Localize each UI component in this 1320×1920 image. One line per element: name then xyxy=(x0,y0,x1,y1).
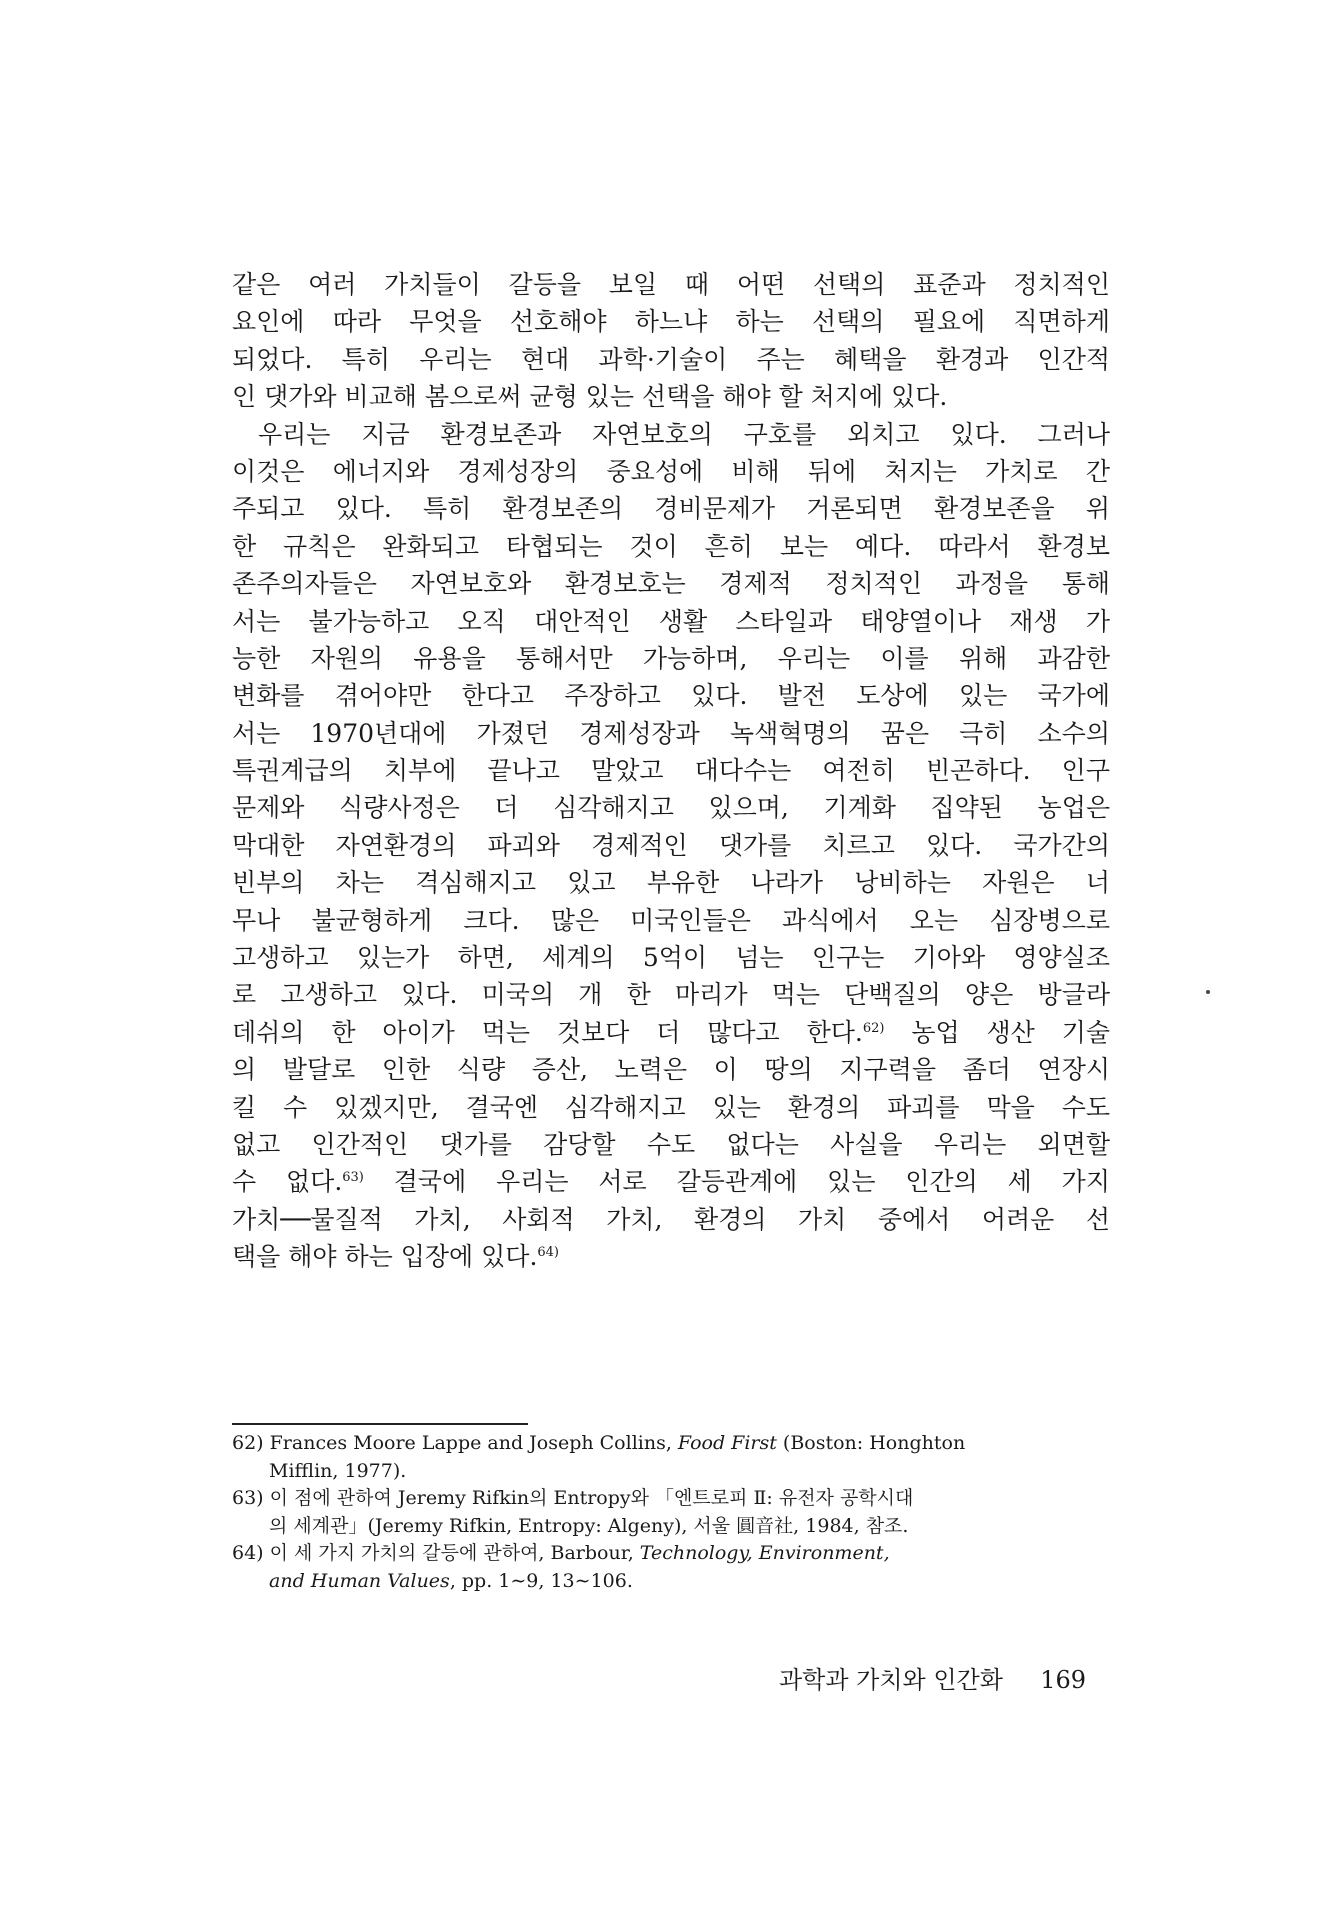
text-line: 특권계급의 치부에 끝나고 말았고 대다수는 여전히 빈곤하다. 인구 xyxy=(232,756,1110,786)
text-line: 주되고 있다. 특히 환경보존의 경비문제가 거론되면 환경보존을 위 xyxy=(232,494,1110,524)
text-line: 인 댓가와 비교해 봄으로써 균형 있는 선택을 해야 할 처지에 있다. xyxy=(232,382,948,412)
footnote-title: Food First xyxy=(677,1432,777,1454)
text-segment: 데쉬의 한 아이가 먹는 것보다 더 많다고 한다. xyxy=(232,1017,863,1047)
text-line: 같은 여러 가치들이 갈등을 보일 때 어떤 선택의 표준과 정치적인 xyxy=(232,270,1110,299)
text-line: 한 규칙은 완화되고 타협되는 것이 흔히 보는 예다. 따라서 환경보 xyxy=(232,531,1110,561)
text-line: 존주의자들은 자연보호와 환경보호는 경제적 정치적인 과정을 통해 xyxy=(232,569,1110,599)
running-title: 과학과 가치와 인간화 xyxy=(778,1666,1003,1694)
footnote-title: and Human Values xyxy=(269,1569,450,1592)
text-segment: 결국에 우리는 서로 갈등관계에 있는 인간의 세 가지 xyxy=(393,1167,1110,1197)
text-line: 변화를 겪어야만 한다고 주장하고 있다. 발전 도상에 있는 국가에 xyxy=(232,681,1110,711)
footnote-64-cont xyxy=(232,1568,1110,1596)
footnotes xyxy=(232,1430,1110,1595)
page-number: 169 xyxy=(1040,1666,1086,1694)
text-line: 의 발달로 인한 식량 증산, 노력은 이 땅의 지구력을 좀더 연장시 xyxy=(232,1055,1110,1085)
text-line xyxy=(232,1238,1110,1275)
footnote-title: Technology, Environment, xyxy=(639,1542,890,1564)
text-segment: 수 없다. xyxy=(232,1167,343,1197)
text-line: 없고 인간적인 댓가를 감당할 수도 없다는 사실을 우리는 외면할 xyxy=(232,1129,1110,1159)
text-line: 되었다. 특히 우리는 현대 과학·기술이 주는 혜택을 환경과 인간적 xyxy=(232,344,1110,374)
text-line xyxy=(232,1163,1110,1200)
footnote-text: 62) Frances Moore Lappe and Joseph Collins, xyxy=(232,1432,678,1454)
text-line: 가치──물질적 가치, 사회적 가치, 환경의 가치 중에서 어려운 선 xyxy=(232,1204,1110,1234)
footnote-divider xyxy=(232,1423,528,1425)
footnote-ref-62: 62) xyxy=(862,1020,885,1036)
footnote-62 xyxy=(232,1430,1110,1458)
footnote-text: (Boston: Honghton xyxy=(776,1432,966,1454)
text-line: 킬 수 있겠지만, 결국엔 심각해지고 있는 환경의 파괴를 막을 수도 xyxy=(232,1092,1110,1122)
text-line: 서는 1970년대에 가졌던 경제성장과 녹색혁명의 꿈은 극히 소수의 xyxy=(232,718,1110,748)
paragraph-start-line: 우리는 지금 환경보존과 자연보호의 구호를 외치고 있다. 그러나 xyxy=(258,419,1110,449)
footnote-text: 64) 이 세 가지 가치의 갈등에 관하여, Barbour, xyxy=(232,1542,640,1564)
text-line: 막대한 자연환경의 파괴와 경제적인 댓가를 치르고 있다. 국가간의 xyxy=(232,830,1110,860)
text-line: 로 고생하고 있다. 미국의 개 한 마리가 먹는 단백질의 양은 방글라 xyxy=(232,980,1110,1010)
footnote-63-cont: 의 세계관」(Jeremy Rifkin, Entropy: Algeny), 서울 圓音社, 1984, 참조. xyxy=(269,1514,909,1537)
text-line: 서는 불가능하고 오직 대안적인 생활 스타일과 태양열이나 재생 가 xyxy=(232,606,1110,636)
page-footer xyxy=(756,1660,1086,1695)
text-line: 이것은 에너지와 경제성장의 중요성에 비해 뒤에 처지는 가치로 간 xyxy=(232,456,1110,486)
text-line: 능한 자원의 유용을 통해서만 가능하며, 우리는 이를 위해 과감한 xyxy=(232,643,1110,673)
text-line: 빈부의 차는 격심해지고 있고 부유한 나라가 낭비하는 자원은 너 xyxy=(232,868,1110,898)
footnote-text: , pp. 1∼9, 13∼106. xyxy=(449,1569,633,1592)
text-line: 무나 불균형하게 크다. 많은 미국인들은 과식에서 오는 심장병으로 xyxy=(232,905,1110,935)
text-line: 요인에 따라 무엇을 선호해야 하느냐 하는 선택의 필요에 직면하게 xyxy=(232,307,1110,337)
text-segment: 택을 해야 하는 입장에 있다. xyxy=(232,1242,538,1272)
footnote-62-cont: Mifflin, 1977). xyxy=(269,1459,407,1482)
scan-speck xyxy=(1206,990,1210,994)
footnote-ref-64: 64) xyxy=(537,1245,560,1261)
text-segment: 농업 생산 기술 xyxy=(911,1017,1110,1047)
text-line: 문제와 식량사정은 더 심각해지고 있으며, 기계화 집약된 농업은 xyxy=(232,793,1110,823)
footnote-63: 63) 이 점에 관하여 Jeremy Rifkin의 Entropy와 「엔트로피 Ⅱ: 유전자 공학시대 xyxy=(232,1487,914,1509)
footnote-64 xyxy=(232,1540,1110,1568)
text-line: 고생하고 있는가 하면, 세계의 5억이 넘는 인구는 기아와 영양실조 xyxy=(232,943,1110,973)
text-line xyxy=(232,1014,1110,1051)
footnote-ref-63: 63) xyxy=(342,1170,364,1186)
body-text xyxy=(232,266,1110,1276)
